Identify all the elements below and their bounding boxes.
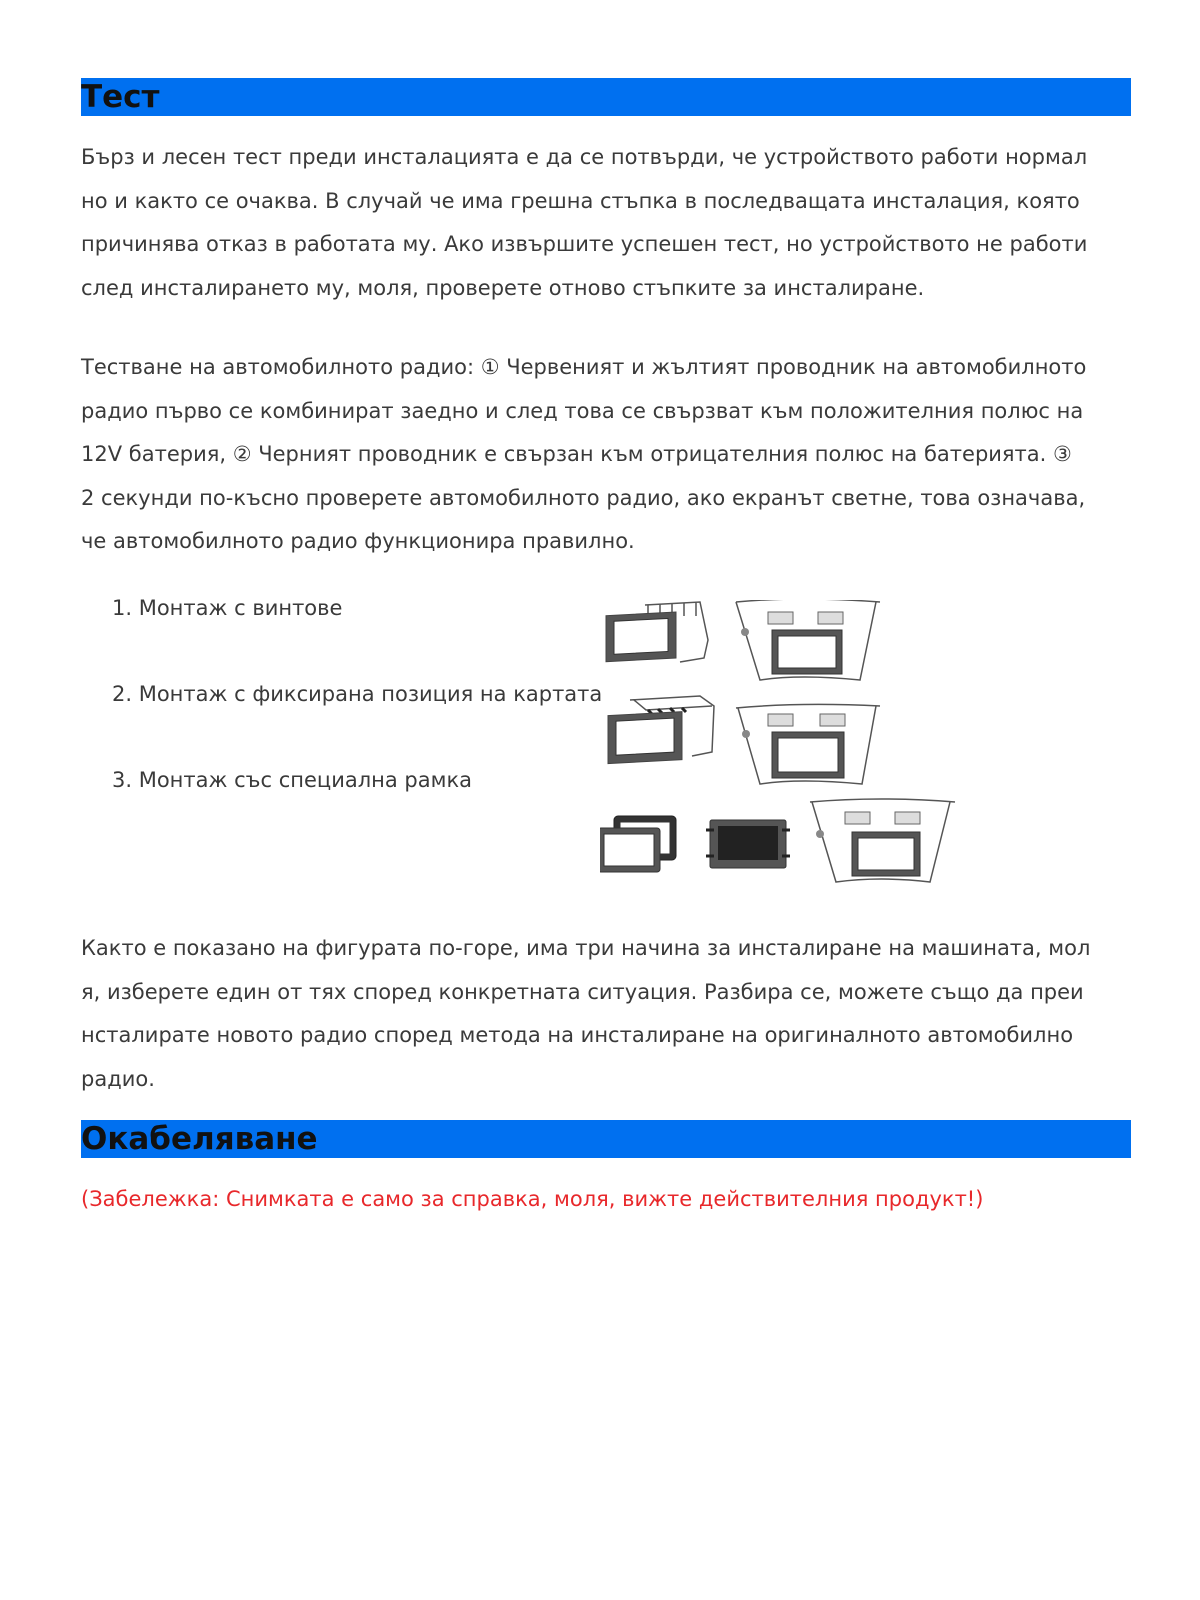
fixed-card-mount-illustration [608,696,880,784]
method-item-fixed-card: 2. Монтаж с фиксирана позиция на картата [112,682,603,706]
test-intro-paragraph: Бърз и лесен тест преди инсталацията е да се потвърди, че устройството работи нормално и както се очаква. В случай че има грешна стъпка в последващата инсталация, която причинява отказ в работата му. Ако извършите успешен тест, но устройството не работи след инсталирането му, моля, проверете отново стъпките за инсталиране. [81,145,1088,300]
screw-mount-illustration [606,600,880,680]
section-heading-wiring [81,1120,1131,1158]
method-item-special-frame: 3. Монтаж със специална рамка [112,768,473,792]
section-heading-test-text: Тест [81,79,160,115]
installation-methods-illustration [600,600,1000,920]
section-heading-test [81,78,1131,116]
method-item-screws: 1. Монтаж с винтове [112,596,343,620]
wiring-note: (Забележка: Снимката е само за справка, моля, вижте действителния продукт!) [81,1187,984,1211]
installation-summary-paragraph: Както е показано на фигурата по-горе, има три начина за инсталиране на машината, моля, изберете един от тях според конкретната ситуация. Разбира се, можете също да преинсталирате новото радио според метода на инсталиране на оригиналното автомобилно радио. [81,936,1091,1091]
special-frame-illustration [600,799,955,882]
section-heading-wiring-text: Окабеляване [81,1121,318,1157]
radio-test-paragraph: Тестване на автомобилното радио: ① Червеният и жълтият проводник на автомобилното радио първо се комбинират заедно и след това се свързват към положителния полюс на 12V батерия, ② Черният проводник е свързан към отрицателния полюс на батерията. ③ 2 секунди по-късно проверете автомобилното радио, ако екранът светне, това означава, че автомобилното радио функционира правилно. [81,355,1087,553]
